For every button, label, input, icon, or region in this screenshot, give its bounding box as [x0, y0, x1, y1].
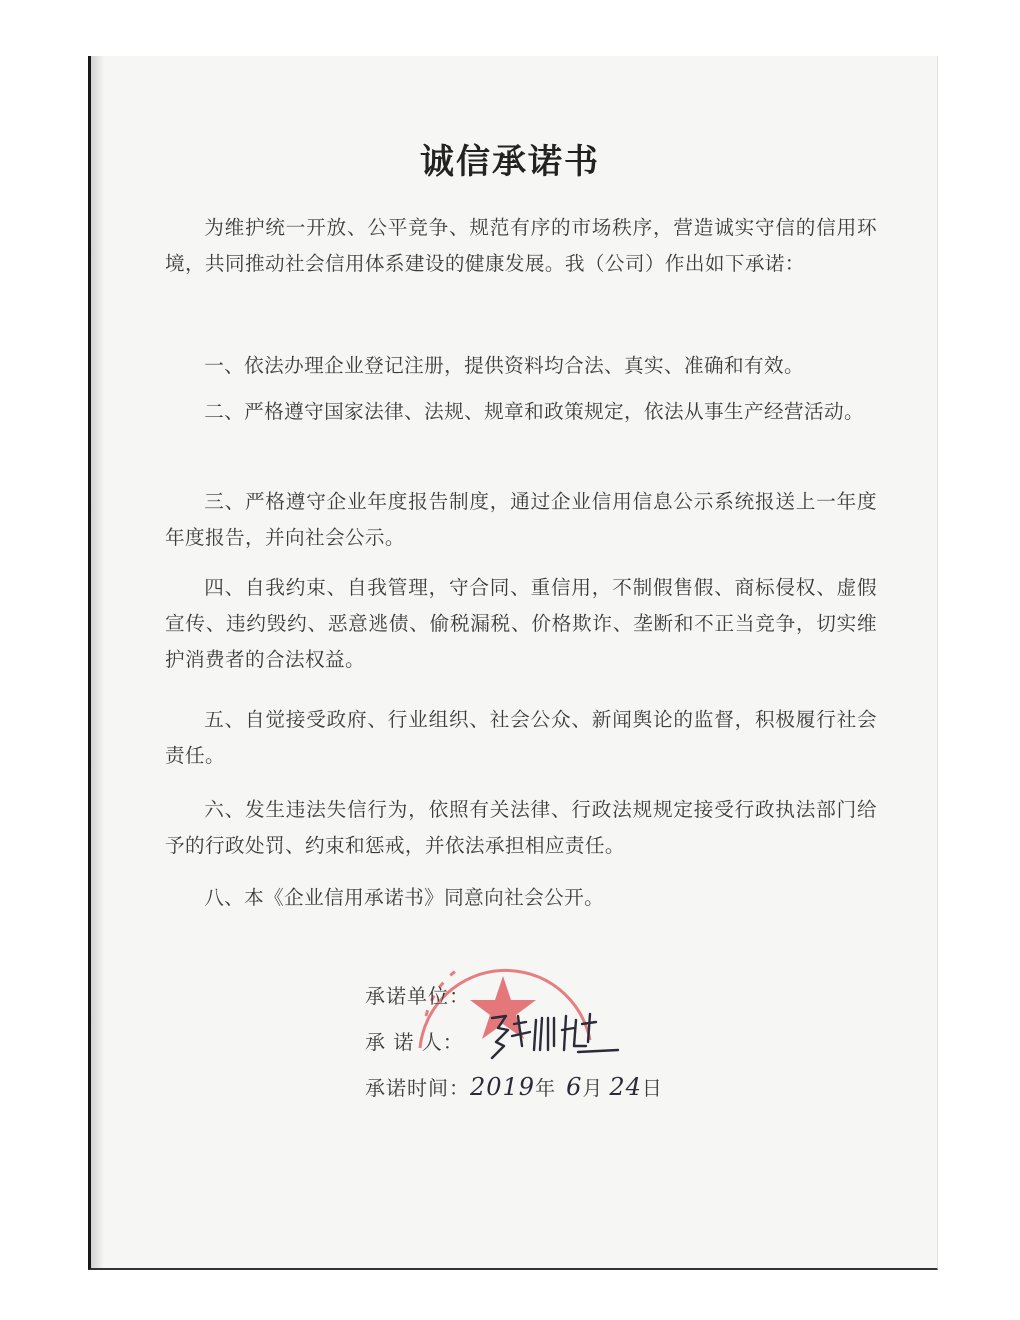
commitment-item-1: 一、依法办理企业登记注册，提供资料均合法、真实、准确和有效。 — [204, 354, 804, 377]
intro-paragraph: 为维护统一开放、公平竞争、规范有序的市场秩序，营造诚实守信的信用环境，共同推动社会信用体系建设的健康发展。我（公司）作出如下承诺： — [165, 216, 877, 275]
signature-person-label: 承 诺 人： — [365, 1030, 464, 1054]
scan-edge-shadow — [88, 56, 104, 1268]
commitment-item-5: 五、自觉接受政府、行业组织、社会公众、新闻舆论的监督，积极履行社会责任。 — [165, 708, 877, 767]
signature-time-label: 承诺时间： — [365, 1076, 470, 1100]
commitment-item-3: 三、严格遵守企业年度报告制度，通过企业信用信息公示系统报送上一年度年度报告，并向社会公示。 — [165, 490, 877, 549]
commitment-item-4: 四、自我约束、自我管理，守合同、重信用，不制假售假、商标侵权、虚假宣传、违约毁约、恶意逃债、偷税漏税、价格欺诈、垄断和不正当竞争，切实维护消费者的合法权益。 — [165, 576, 877, 671]
handwritten-signature — [478, 1006, 628, 1062]
handwritten-month: 6 — [566, 1073, 583, 1101]
commitment-item-2: 二、严格遵守国家法律、法规、规章和政策规定，依法从事生产经营活动。 — [204, 400, 864, 423]
handwritten-day: 24 — [609, 1073, 642, 1101]
month-suffix: 月 — [582, 1076, 604, 1100]
signature-unit-label: 承诺单位： — [365, 984, 470, 1008]
commitment-item-8: 八、本《企业信用承诺书》同意向社会公开。 — [204, 886, 605, 909]
commitment-item-6: 六、发生违法失信行为，依照有关法律、行政法规规定接受行政执法部门给予的行政处罚、约束和惩戒，并依法承担相应责任。 — [165, 798, 877, 857]
day-suffix: 日 — [641, 1076, 663, 1100]
handwritten-year: 2019 — [470, 1073, 536, 1101]
year-suffix: 年 — [535, 1076, 557, 1100]
document-title: 诚信承诺书 — [420, 142, 600, 182]
signature-date-line — [365, 1072, 663, 1101]
